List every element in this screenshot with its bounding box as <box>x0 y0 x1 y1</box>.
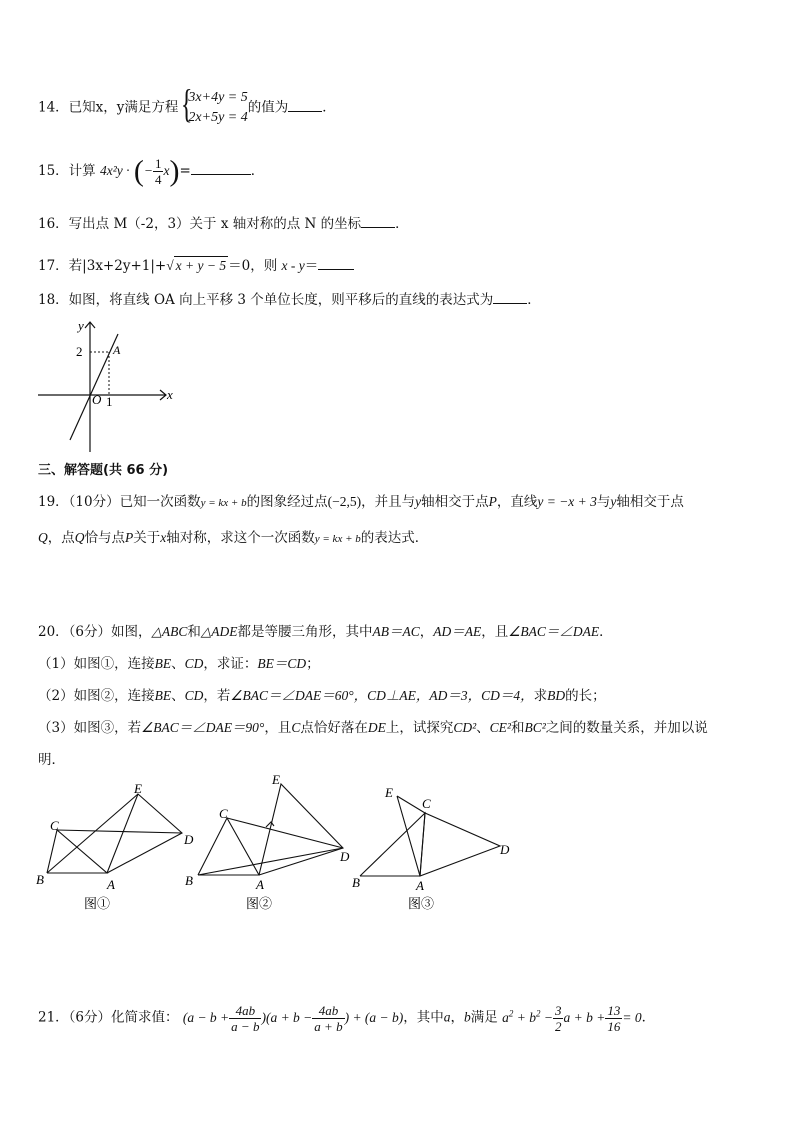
fig1-label-a: A <box>107 877 115 892</box>
q21-text: 21．（6分）化简求值： <box>38 1009 179 1026</box>
sqrt-sign: √ <box>166 258 174 273</box>
point-p: P <box>488 494 497 509</box>
line-expression: y = −x + 3 <box>537 494 597 509</box>
question-16 <box>38 214 409 233</box>
question-19-line1 <box>38 493 684 512</box>
point-coordinates: (−2,5) <box>327 494 362 509</box>
q19-text: 轴相交于点 <box>616 494 684 510</box>
q20-text: 20．（6分）如图， <box>38 624 152 640</box>
y-label: y <box>78 318 84 333</box>
question-20-part1: （1）如图①，连接BE、CD，求证：BE＝CD； <box>38 656 320 672</box>
q15-prefix: 15．计算 <box>38 163 96 179</box>
variable-a: a <box>443 1009 451 1025</box>
q20-text: 求 <box>533 688 548 704</box>
answer-blank[interactable] <box>361 214 395 228</box>
equals: = <box>179 163 191 179</box>
q17-prefix: 17．若|3x+2y+1|+ <box>38 258 167 274</box>
fig3-label-d: D <box>500 842 510 857</box>
question-21: 21．（6分）化简求值： (a − b + $\frac{4ab}{a - b}$ )(a + b − $\frac{4ab}{a + b}$ ) + (a − b)，其中a，b满足 $a^2 + b^2$ − $\frac{3}{2}$ a + b + $\frac{13}{16}$ = 0． <box>38 1002 656 1034</box>
q19-text: 恰与点 <box>84 530 125 546</box>
q19-text: 19．（10分）已知一次函数 <box>38 494 201 510</box>
q21-text: ，其中 <box>403 1009 444 1026</box>
q19-text: 的表达式． <box>360 530 429 546</box>
q20-figures <box>30 772 530 917</box>
question-20-part2: （2）如图②，连接BE、CD，若∠BAC＝∠DAE＝60°，CD⊥AE，AD＝3，CD＝4，求BD的长； <box>38 688 606 704</box>
q20-text: （1）如图①，连接 <box>38 656 155 672</box>
q19-text: 关于 <box>133 530 161 546</box>
q19-text: 轴相交于点 <box>421 494 489 510</box>
q14-prefix: 14．已知x，y满足方程 <box>38 99 179 116</box>
answer-blank[interactable] <box>493 290 527 304</box>
ce-squared: CE² <box>489 720 511 735</box>
q19-text: ，点 <box>47 530 75 546</box>
question-15 <box>38 156 264 187</box>
fig1-label-e: E <box>134 781 142 796</box>
question-20-part3-cont <box>38 751 65 769</box>
point-a-label: A <box>113 343 121 357</box>
fig3-label-c: C <box>422 796 431 811</box>
q20-text: 上，试探究 <box>385 720 454 736</box>
fig1-label-d: D <box>184 832 194 847</box>
function-expression: y = kx + b <box>314 533 361 545</box>
answer-blank[interactable] <box>288 98 322 112</box>
q21-condition: $a^2 + b^2$ − $\frac{3}{2}$ a + b + $\frac{13}{16}$ = 0 <box>502 1002 642 1034</box>
q20-text: 的长； <box>565 688 606 704</box>
point-p: P <box>125 530 134 545</box>
figure-2-caption: 图② <box>246 896 273 911</box>
question-14 <box>38 81 336 128</box>
question-20-part3: （3）如图③，若∠BAC＝∠DAE＝90°，且C点恰好落在DE上，试探究CD²、CE²和BC²之间的数量关系，并加以说 <box>38 720 708 736</box>
equation-2: 2x+5y = 4 <box>188 110 248 125</box>
period: ． <box>250 163 265 179</box>
question-20-line1: 20．（6分）如图，△ABC和△ADE都是等腰三角形，其中AB＝AC，AD＝AE，且∠BAC＝∠DAE． <box>38 624 613 640</box>
condition-1: AB＝AC <box>372 624 420 639</box>
segment-de: DE <box>367 720 386 735</box>
x-variable: x <box>160 530 167 545</box>
period: ． <box>322 99 336 116</box>
y-variable: y <box>610 494 617 509</box>
fig2-label-a: A <box>256 877 264 892</box>
cd-squared: CD² <box>453 720 477 735</box>
tick-1: 1 <box>106 394 113 409</box>
fig1-label-c: C <box>50 818 59 833</box>
q19-text: ，直线 <box>496 494 538 510</box>
variable-b: b <box>464 1009 471 1025</box>
fig2-label-d: D <box>340 849 350 864</box>
segment-be: BE <box>154 688 172 703</box>
point-q: Q <box>38 530 48 545</box>
triangle-abc: △ABC <box>151 624 188 639</box>
answer-blank[interactable] <box>191 161 251 175</box>
q16-text: 16．写出点 M（-2，3）关于 x 轴对称的点 N 的坐标 <box>38 216 362 232</box>
q18-graph <box>34 316 184 456</box>
q14-suffix: 的值为 <box>247 99 289 116</box>
segment-be: BE <box>154 656 172 671</box>
section-heading: 三、解答题(共 66 分) <box>38 463 169 478</box>
fig2-label-e: E <box>272 772 280 787</box>
minus-sign: − <box>143 163 153 178</box>
figure-1 <box>47 794 182 873</box>
q17-mid: ＝0，则 <box>228 258 278 274</box>
segment-bd: BD <box>547 688 566 703</box>
q20-text: 点恰好落在 <box>300 720 368 736</box>
q20-text: （3）如图③，若 <box>38 720 142 736</box>
answer-blank[interactable] <box>318 256 354 270</box>
point-q: Q <box>74 530 85 545</box>
q19-text: 的图象经过点 <box>246 494 328 510</box>
fig3-label-e: E <box>385 785 393 800</box>
length-condition: CD⊥AE，AD＝3，CD＝4， <box>367 688 534 703</box>
origin-label: O <box>92 392 102 407</box>
q20-text: ，若 <box>203 688 231 704</box>
equation-system: { 3x+4y = 5 2x+5y = 4 <box>181 81 248 126</box>
condition-3: ∠BAC＝∠DAE <box>508 624 600 639</box>
period: ． <box>527 292 541 308</box>
equals: ＝ <box>304 258 319 274</box>
q20-text: （2）如图②，连接 <box>38 688 155 704</box>
period: ． <box>641 1009 656 1026</box>
equation-1: 3x+4y = 5 <box>188 90 248 105</box>
figure-3-caption: 图③ <box>408 896 435 911</box>
y-variable: y <box>415 494 422 509</box>
q21-expression: (a − b + $\frac{4ab}{a - b}$ )(a + b − $\frac{4ab}{a + b}$ ) + (a − b) <box>182 1002 404 1034</box>
question-17 <box>38 256 354 275</box>
x-label: x <box>167 387 173 402</box>
sqrt-radicand: x + y − 5 <box>175 258 227 273</box>
period: ． <box>395 216 409 232</box>
q20-text: 和 <box>187 624 201 640</box>
left-paren: ( <box>133 154 144 188</box>
segment-cd: CD <box>184 656 204 671</box>
function-expression: y = kx + b <box>200 497 247 509</box>
q20-text: ，且 <box>264 720 292 736</box>
q20-text: 明． <box>38 752 65 768</box>
q20-text: ，且 <box>481 624 509 640</box>
q18-text: 18．如图，将直线 OA 向上平移 3 个单位长度，则平移后的直线的表达式为 <box>38 292 494 308</box>
denominator: 4 <box>154 172 162 187</box>
fig1-label-b: B <box>36 872 44 887</box>
figure-1-caption: 图① <box>84 896 111 911</box>
figure-2 <box>198 784 343 875</box>
q21-text: 满足 <box>470 1009 498 1026</box>
bc-squared: BC² <box>524 720 546 735</box>
fraction <box>153 156 164 187</box>
point-c: C <box>291 720 301 735</box>
q20-text: 之间的数量关系，并加以说 <box>545 720 708 736</box>
question-18 <box>38 290 541 309</box>
q19-text: 与 <box>596 494 611 510</box>
numerator: 1 <box>154 156 162 171</box>
right-paren: ) <box>169 154 180 188</box>
fig3-label-a: A <box>416 878 424 893</box>
q17-expression: x - y <box>281 258 305 273</box>
triangle-ade: △ADE <box>200 624 238 639</box>
fig2-label-c: C <box>219 806 228 821</box>
q19-text: ，并且与 <box>361 494 416 510</box>
tick-2: 2 <box>76 344 83 359</box>
q20-text: ，求证： <box>203 656 258 672</box>
fig3-label-b: B <box>352 875 360 890</box>
variable: x <box>163 163 170 178</box>
proof-goal: BE＝CD <box>257 656 307 671</box>
fig2-label-b: B <box>185 873 193 888</box>
segment-cd: CD <box>184 688 204 703</box>
q15-expression: 4x²y · <box>99 163 130 178</box>
angle-condition: ∠BAC＝∠DAE＝90° <box>141 720 265 735</box>
question-19-line2 <box>38 529 428 548</box>
q20-text: 都是等腰三角形，其中 <box>237 624 373 640</box>
q19-text: 轴对称，求这个一次函数 <box>166 530 315 546</box>
angle-condition: ∠BAC＝∠DAE＝60°， <box>230 688 368 703</box>
condition-2: AD＝AE <box>433 624 482 639</box>
